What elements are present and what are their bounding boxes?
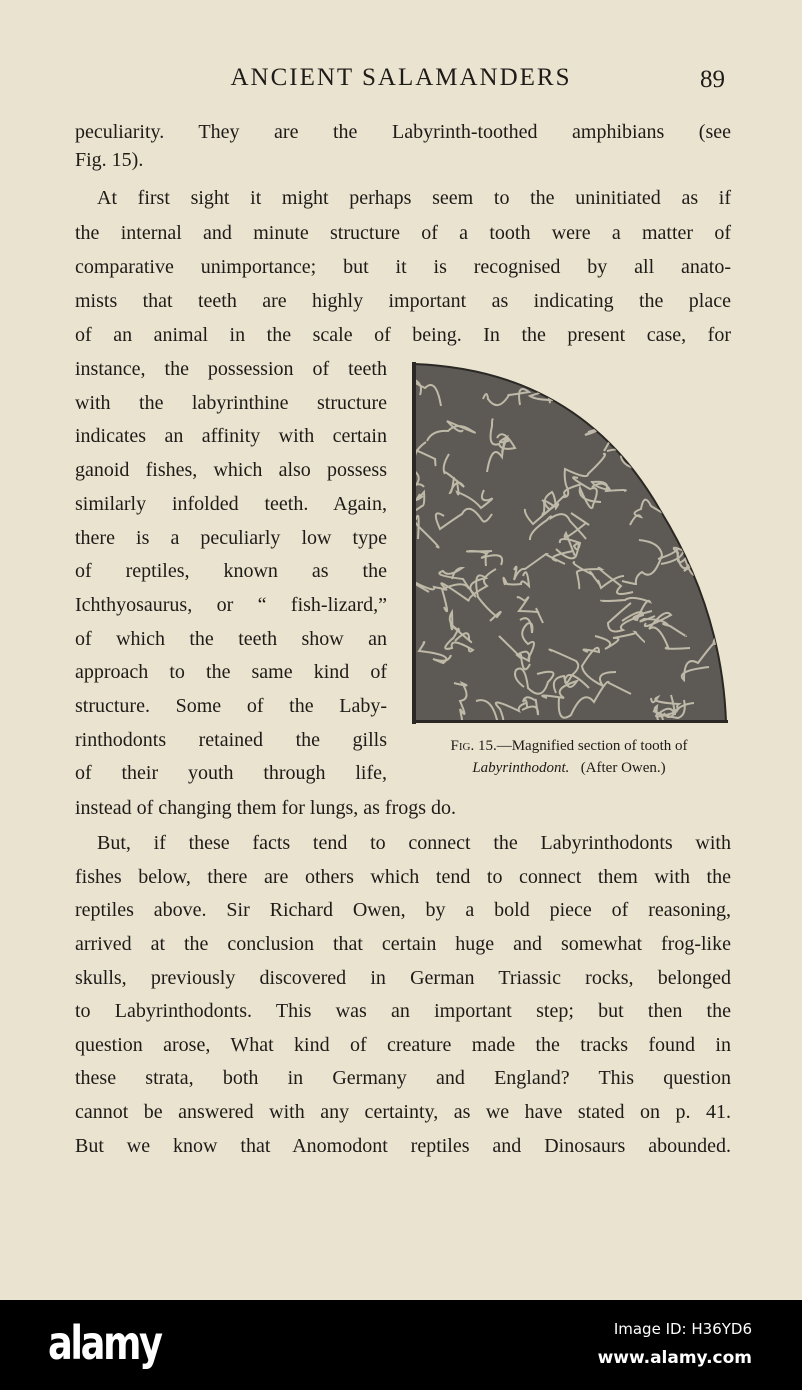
text-line: comparative unimportance; but it is recognised by all anato-	[75, 256, 731, 278]
caption-italic: Labyrinthodont.	[472, 760, 570, 776]
text-line: instance, the possession of teeth	[75, 358, 387, 380]
text-line: Ichthyosaurus, or “ fish-lizard,”	[75, 593, 387, 616]
text-line: cannot be answered with any certainty, as we have stated on p. 41.	[75, 1101, 731, 1123]
dentine-fold	[664, 389, 688, 405]
text-line: of which the teeth show an	[75, 627, 387, 650]
text-line: ganoid fishes, which also possess	[75, 459, 387, 482]
alamy-logo: alamy	[48, 1316, 161, 1370]
dentine-fold	[691, 456, 730, 502]
text-line: fishes below, there are others which tend to connect them with the	[75, 866, 731, 888]
dentine-fold	[694, 360, 728, 374]
dentine-fold	[612, 407, 668, 430]
image-id: Image ID: H36YD6	[613, 1320, 752, 1338]
text-line: But, if these facts tend to connect the Labyrinthodonts with	[97, 832, 731, 854]
caption-attribution: (After Owen.)	[580, 760, 666, 776]
text-line: reptiles above. Sir Richard Owen, by a bold piece of reasoning,	[75, 899, 731, 921]
text-line: of their youth through life,	[75, 762, 387, 785]
text-line: arrived at the conclusion that certain huge and somewhat frog-like	[75, 933, 731, 955]
watermark-url: www.alamy.com	[597, 1348, 752, 1368]
dentine-fold	[604, 421, 629, 451]
figure-caption-line-2	[404, 760, 734, 777]
watermark-banner	[0, 1300, 802, 1390]
text-line: approach to the same kind of	[75, 661, 387, 684]
text-line: of an animal in the scale of being. In the present case, for	[75, 324, 731, 346]
text-line: At first sight it might perhaps seem to the uninitiated as if	[97, 187, 731, 209]
dentine-fold	[627, 360, 700, 375]
figure-caption-line-1	[404, 738, 734, 755]
text-line: the internal and minute structure of a tooth were a matter of	[75, 222, 731, 244]
page-number: 89	[700, 66, 725, 93]
text-line: there is a peculiarly low type	[75, 526, 387, 549]
text-line: to Labyrinthodonts. This was an important step; but then the	[75, 1000, 731, 1022]
caption-text: —Magnified section of tooth of	[496, 738, 688, 754]
text-line: instead of changing them for lungs, as frogs do.	[75, 797, 457, 819]
text-line: skulls, previously discovered in German Triassic rocks, belonged	[75, 967, 731, 989]
text-line: rinthodonts retained the gills	[75, 728, 387, 751]
tooth-section-illustration	[410, 360, 730, 726]
text-line: with the labyrinthine structure	[75, 391, 387, 414]
caption-label: Fig. 15.	[450, 738, 497, 754]
text-line: similarly infolded teeth. Again,	[75, 492, 387, 515]
text-line: But we know that Anomodont reptiles and Dinosaurs abounded.	[75, 1135, 731, 1157]
text-line: structure. Some of the Laby-	[75, 695, 387, 717]
running-header: ANCIENT SALAMANDERS	[230, 64, 572, 91]
text-line: of reptiles, known as the	[75, 560, 387, 583]
text-line: these strata, both in Germany and England? This question	[75, 1067, 731, 1089]
text-line: indicates an affinity with certain	[75, 425, 387, 448]
text-line: mists that teeth are highly important as indicating the place	[75, 290, 731, 312]
dentine-fold	[638, 397, 658, 432]
text-line: peculiarity. They are the Labyrinth-toothed amphibians (see	[75, 121, 731, 143]
text-line: question arose, What kind of creature made the tracks found in	[75, 1034, 731, 1056]
text-line: Fig. 15).	[75, 149, 144, 171]
dentine-fold	[627, 375, 673, 398]
